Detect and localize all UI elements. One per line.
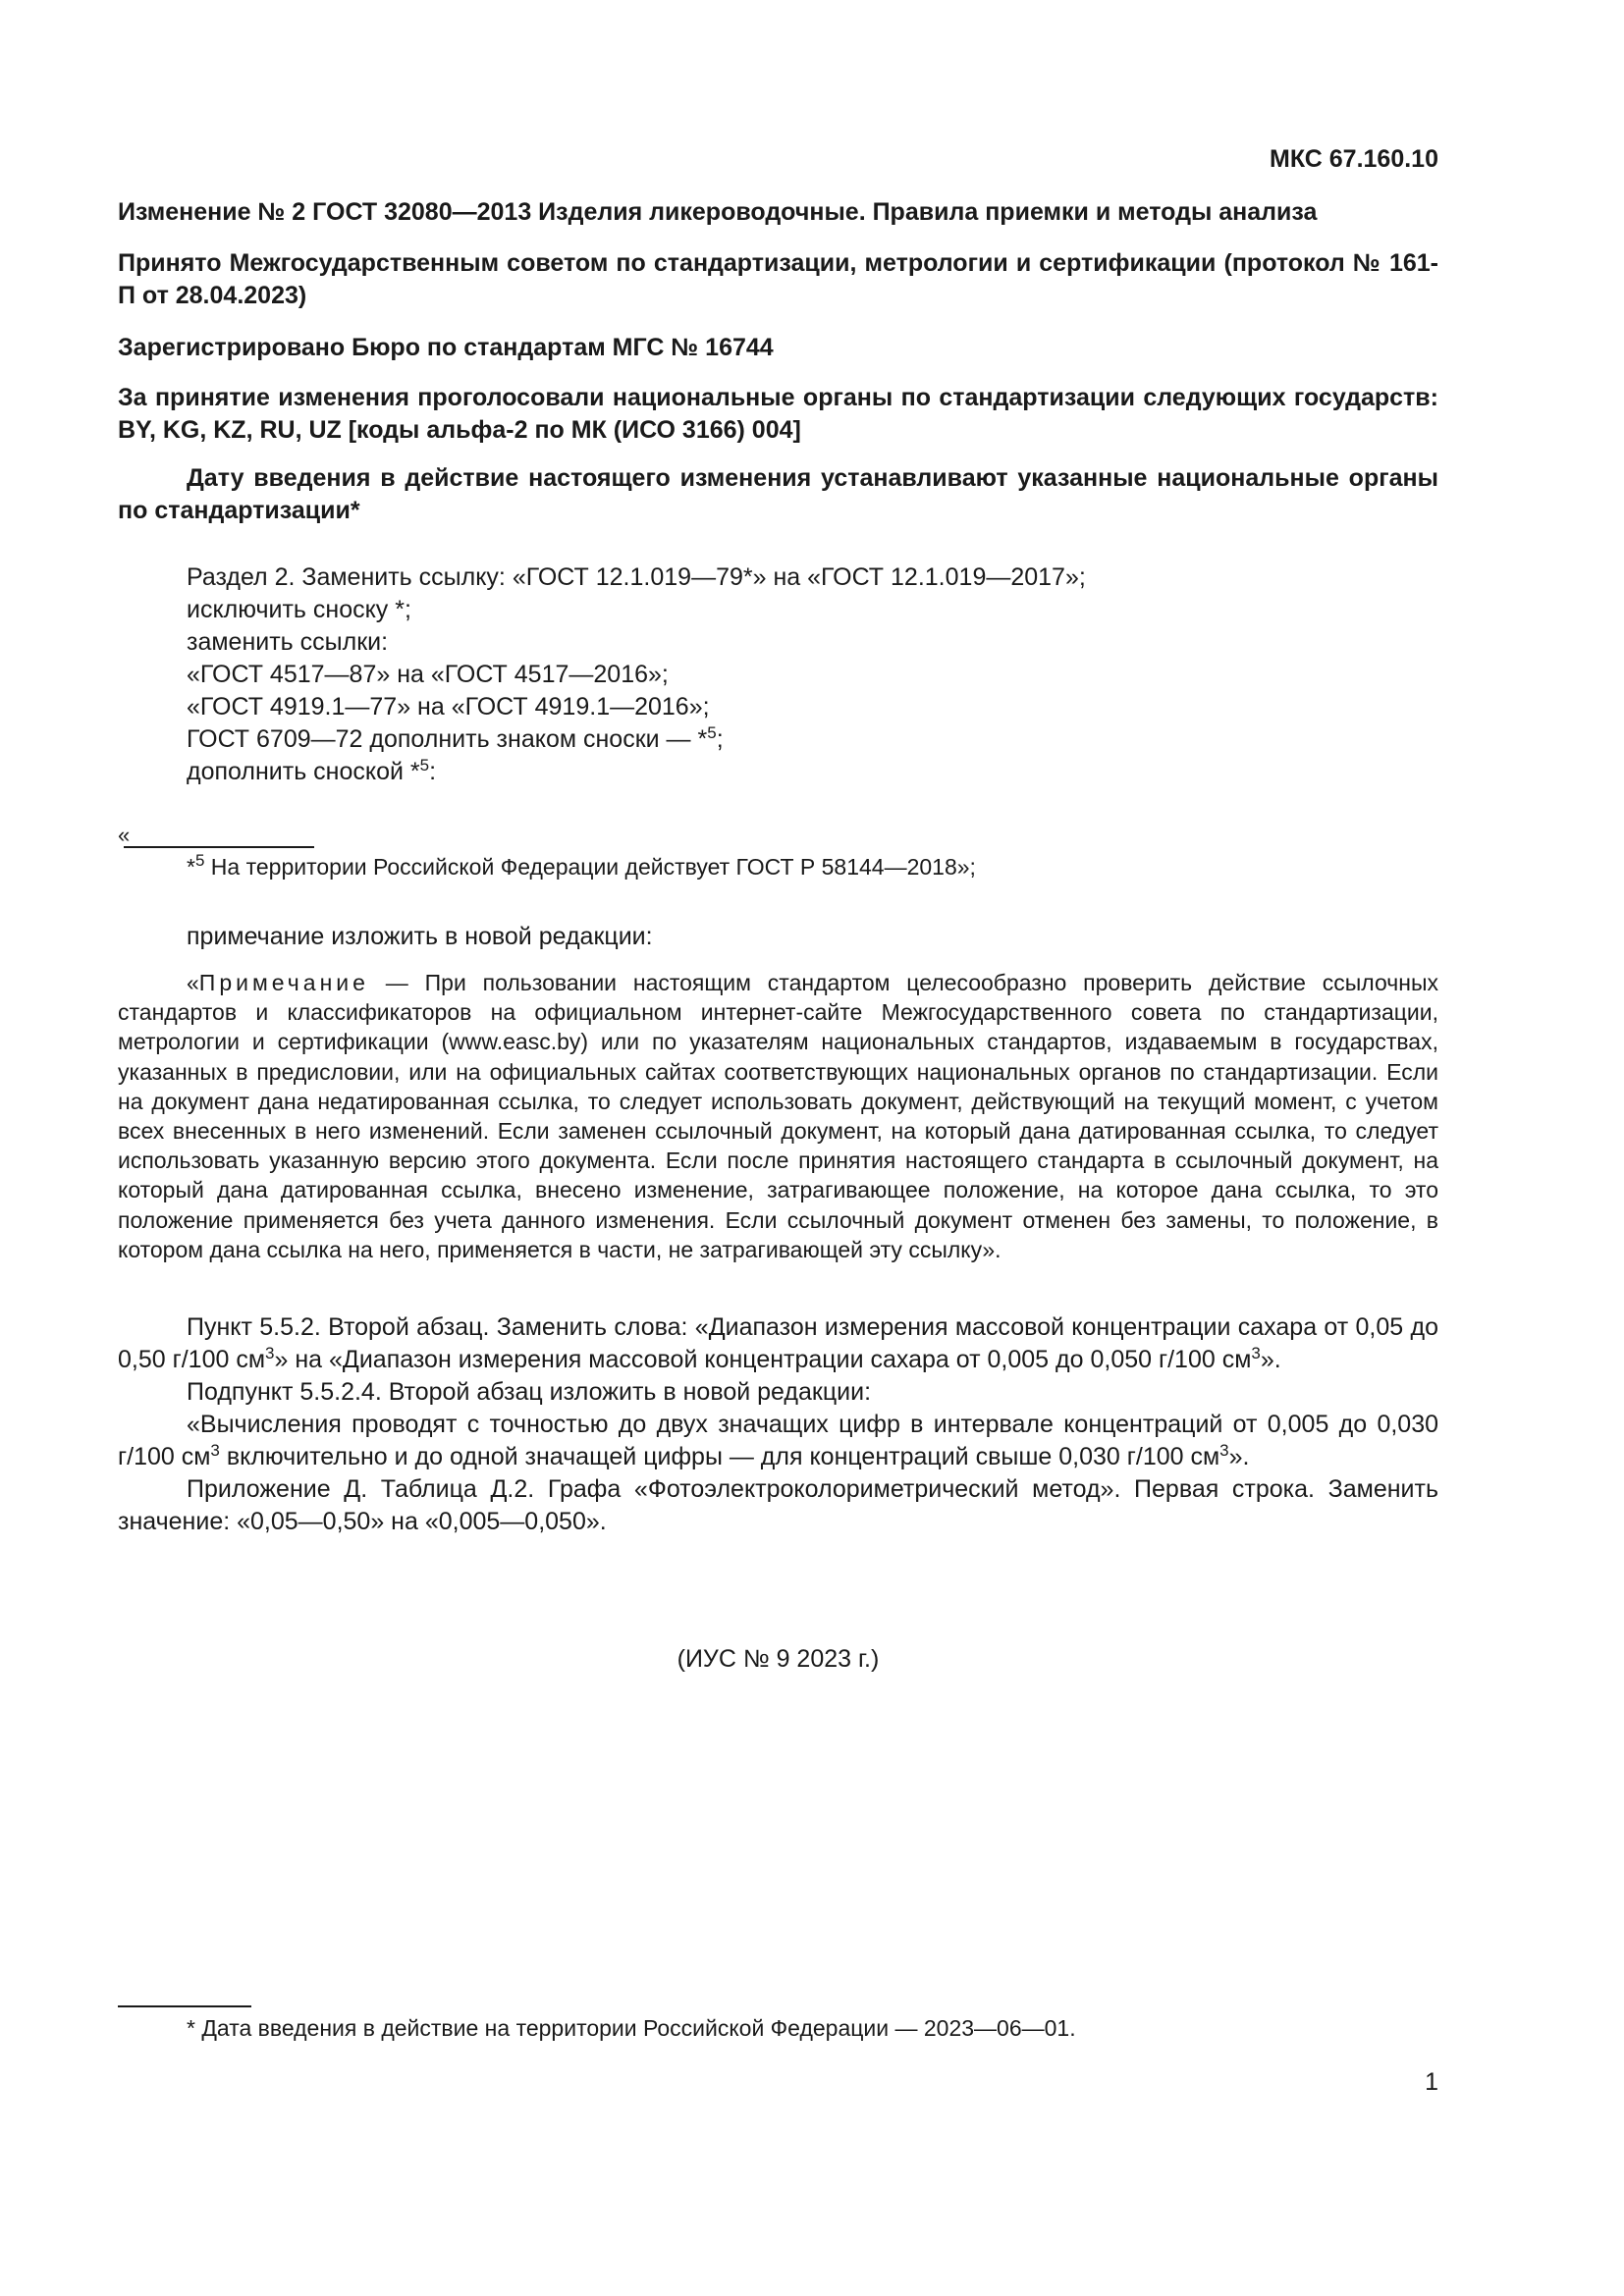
note-paragraph: «Примечание — При пользовании настоящим стандартом целесообразно проверить действие ссылочных стандартов и классификаторов на официальном интернет-сайте Межгосударственного совета по стандартизации, метрологии и сертификации (www.easc.by) или по указателям национальных стандартов, издаваемым в государствах, указанных в предисловии, или на официальных сайтах соответствующих национальных органов по стандартизации. Если на документ дана недатированная ссылка, то следует использовать документ, действующий на текущий момент, с учетом всех внесенных в него изменений. Если заменен ссылочный документ, на который дана датированная ссылка, то следует использовать указанную версию этого документа. Если после принятия настоящего стандарта в ссылочный документ, на который дана датированная ссылка, внесено изменение, затрагивающее положение, на которое дана ссылка, то это положение применяется без учета данного изменения. Если ссылочный документ отменен без замены, то положение, в котором дана ссылка на него, применяется в части, не затрагивающей эту ссылку».	[118, 970, 1438, 1262]
note-intro: примечание изложить в новой редакции:	[187, 923, 653, 950]
footnote-effective-date: * Дата введения в действие на территории Российской Федерации — 2023—06—01.	[187, 2015, 1076, 2041]
effective-date-statement: Дату введения в действие настоящего изменения устанавливают указанные национальные органы по стандартизации*	[118, 464, 1438, 524]
section2-line: ГОСТ 6709—72 дополнить знаком сноски — *$^5$;	[187, 723, 724, 753]
amendment-title: Изменение № 2 ГОСТ 32080—2013 Изделия ликероводочные. Правила приемки и методы анализа	[118, 198, 1318, 226]
section2-line: дополнить сноской *$^5$:	[187, 756, 437, 785]
quote-open-mark: «	[118, 823, 131, 847]
section2-changes	[187, 561, 1086, 788]
section2-line: «ГОСТ 4919.1—77» на «ГОСТ 4919.1—2016»;	[187, 693, 710, 721]
document-page	[118, 0, 1438, 2296]
calculation-text: «Вычисления проводят с точностью до двух значащих цифр в интервале концентраций от 0,005 до 0,030 г/100 $см^3$ включительно и до одной значащей цифры — для концентраций свыше 0,030 г/100 $см^3$».	[118, 1411, 1438, 1470]
section2-line: заменить ссылки:	[187, 628, 389, 656]
appendix-change: Приложение Д. Таблица Д.2. Графа «Фотоэлектроколориметрический метод». Первая строка. Заменить значение: «0,05—0,50» на «0,005—0,050».	[118, 1475, 1438, 1535]
footnote-separator	[124, 846, 314, 848]
note-label: Примечание	[198, 970, 369, 995]
page-number: 1	[1425, 2068, 1438, 2096]
footnote-separator-bottom	[118, 2005, 251, 2007]
section2-line: Раздел 2. Заменить ссылку: «ГОСТ 12.1.019—79*» на «ГОСТ 12.1.019—2017»;	[187, 563, 1086, 591]
mks-code: МКС 67.160.10	[1270, 145, 1438, 173]
section2-line: «ГОСТ 4517—87» на «ГОСТ 4517—2016»;	[187, 661, 669, 688]
ius-reference: (ИУС № 9 2023 г.)	[677, 1645, 880, 1673]
registered-statement: Зарегистрировано Бюро по стандартам МГС № 16744	[118, 334, 774, 361]
clause-5-5-2: Пункт 5.5.2. Второй абзац. Заменить слова: «Диапазон измерения массовой концентрации сахара от 0,05 до 0,50 г/100 $см^3$» на «Диапазон измерения массовой концентрации сахара от 0,005 до 0,050 г/100 $см^3$».	[118, 1313, 1438, 1373]
main-changes	[118, 1311, 1438, 1538]
clause-5-5-2-4: Подпункт 5.5.2.4. Второй абзац изложить в новой редакции:	[187, 1378, 872, 1406]
voted-statement: За принятие изменения проголосовали национальные органы по стандартизации следующих государств: BY, KG, KZ, RU, UZ [коды альфа-2 по МК (ИСО 3166) 004]	[118, 384, 1438, 444]
section2-line: исключить сноску *;	[187, 596, 411, 623]
accepted-statement: Принято Межгосударственным советом по стандартизации, метрологии и сертификации (протокол № 161-П от 28.04.2023)	[118, 249, 1438, 309]
footnote-5: *$^5$ На территории Российской Федерации действует ГОСТ Р 58144—2018»;	[187, 851, 976, 880]
